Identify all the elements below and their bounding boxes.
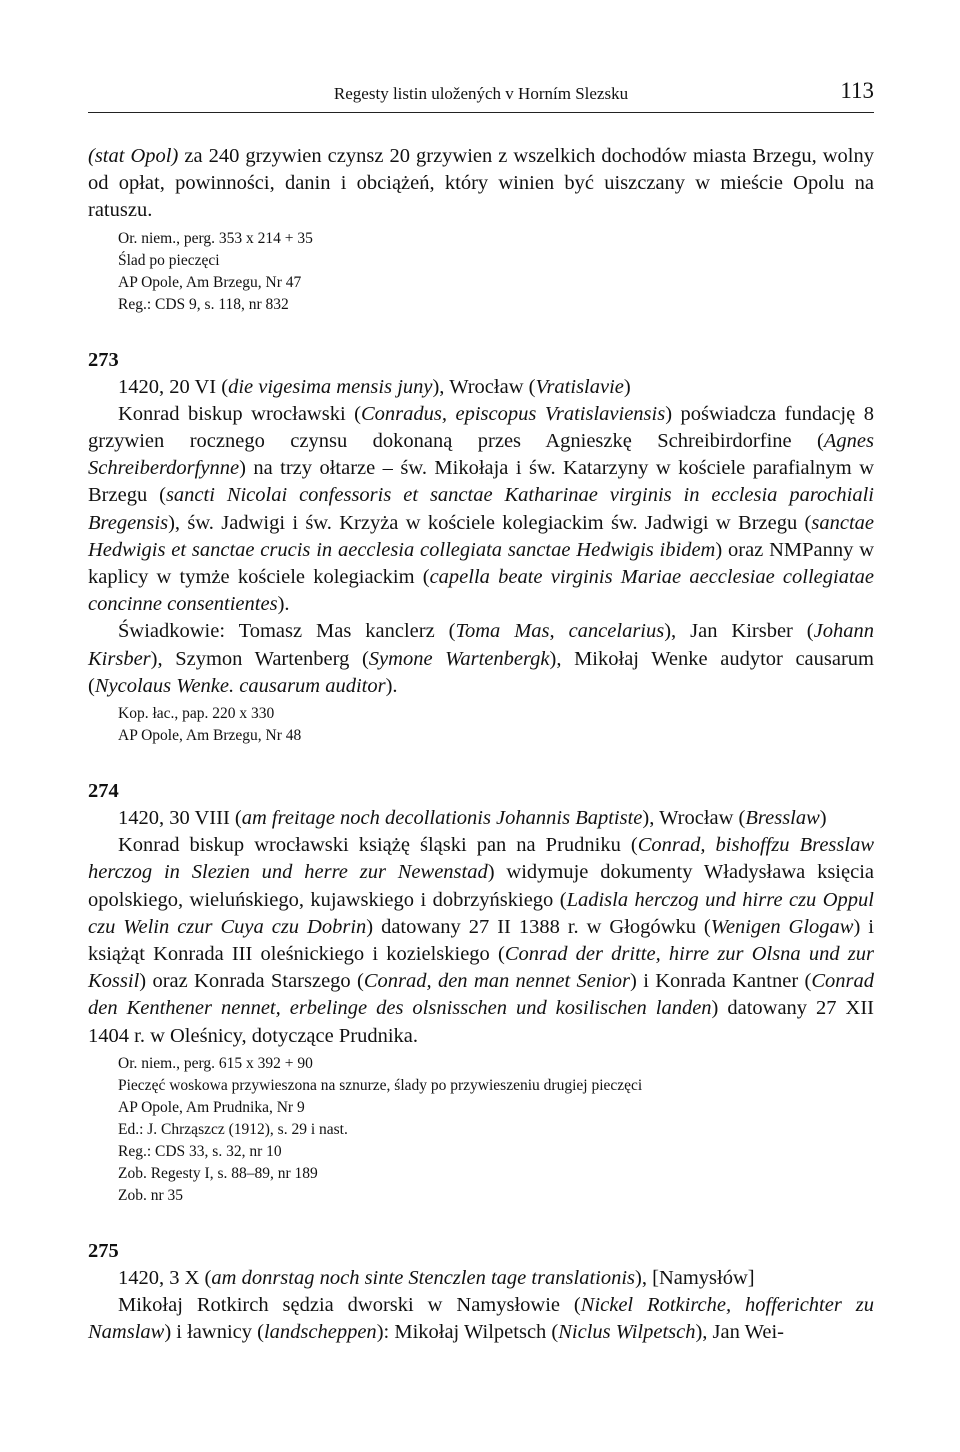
text-segment: ) widymuje dokumenty Władysława księcia opolskiego, wieluńskiego, kujawskiego i dobrzyńskiego ( — [88, 861, 874, 911]
text-segment: ), Jan Wei- — [695, 1321, 784, 1344]
page-number: 113 — [840, 78, 874, 103]
text-segment: ) datowany 27 XII 1404 r. w Oleśnicy, dotyczące Prudnika. — [88, 997, 874, 1047]
text-segment: Conradus, episcopus Vratislaviensis — [361, 402, 666, 425]
text-segment: ), [Namysłów] — [635, 1266, 755, 1289]
note-line: Pieczęć woskowa przywieszona na sznurze, ślady po przywieszeniu drugiej pieczęci — [118, 1076, 643, 1094]
note-line: Ed.: J. Chrząszcz (1912), s. 29 i nast. — [118, 1120, 348, 1138]
text-segment: Toma Mas, cancelarius — [455, 620, 665, 643]
text-segment: Mikołaj Rotkirch sędzia dworski w Namysłowie ( — [118, 1294, 581, 1317]
note-line: AP Opole, Am Prudnika, Nr 9 — [118, 1098, 305, 1116]
entry-number: 274 — [88, 780, 119, 803]
note-line: Ślad po pieczęci — [118, 251, 220, 269]
entry-date-line — [88, 1265, 874, 1292]
running-header — [88, 78, 874, 113]
entry-275 — [88, 1237, 874, 1347]
note-line: AP Opole, Am Brzegu, Nr 48 — [118, 727, 302, 745]
text-segment: ), Jan Kirsber ( — [664, 620, 814, 643]
text-segment: ) na trzy ołtarze – św. Mikołaja i św. Katarzyny w kościele parafialnym w Brzegu ( — [88, 457, 874, 507]
text-segment: ): Mikołaj Wilpetsch ( — [376, 1321, 559, 1344]
text-segment: Świadkowie: Tomasz Mas kanclerz ( — [118, 620, 456, 643]
text-segment: Conrad der dritte, hirre zur Olsna und zur Kossil — [88, 943, 875, 993]
text-segment: ). — [277, 593, 290, 616]
note-line: Zob. Regesty I, s. 88–89, nr 189 — [118, 1164, 318, 1182]
entry-paragraph — [88, 618, 874, 700]
text-segment: capella beate virginis Mariae aecclesiae collegiatae concinne consentientes — [88, 566, 874, 616]
text-segment: Conrad, bishoffzu Bresslaw herczog in Slezien und herre zur Newenstad — [88, 834, 874, 884]
entry-paragraph — [88, 401, 874, 619]
text-segment: ) poświadcza fundację 8 grzywien rocznego czynsu dokonaną przes Agnieszkę Schreibirdorfine ( — [88, 402, 874, 453]
text-segment: Nycolaus Wenke. causarum auditor — [94, 674, 386, 697]
text-segment: Agnes Schreiberdorfynne — [88, 430, 874, 480]
entry-273 — [88, 346, 874, 747]
text-segment: 1420, 20 VI ( — [118, 375, 229, 398]
entry-number: 275 — [88, 1239, 119, 1262]
text-segment: Vratislavie — [535, 375, 624, 398]
document-page — [88, 78, 874, 1346]
text-segment: ) — [623, 375, 631, 398]
text-segment: ) i Konrada Kantner ( — [630, 970, 812, 993]
note-line: Kop. łac., pap. 220 x 330 — [118, 705, 275, 723]
note-line: Zob. nr 35 — [118, 1186, 184, 1204]
note-line: Or. niem., perg. 615 x 392 + 90 — [118, 1054, 313, 1072]
text-segment: ) — [819, 807, 827, 830]
text-segment: am donrstag noch sinte Stenczlen tage translationis — [211, 1266, 636, 1289]
text-segment: Niclus Wilpetsch — [558, 1321, 696, 1344]
text-segment: sanctae Hedwigis et sanctae crucis in aecclesia collegiata sanctae Hedwigis ibidem — [88, 511, 874, 561]
entry-paragraph — [88, 832, 874, 1050]
running-title: Regesty listin uložených v Horním Slezsku — [333, 84, 629, 103]
text-segment: ), Szymon Wartenberg ( — [150, 647, 369, 670]
entries-list — [88, 346, 874, 1347]
text-segment: ). — [385, 674, 398, 697]
note-line: Reg.: CDS 33, s. 32, nr 10 — [118, 1142, 282, 1160]
text-segment: ) datowany 27 II 1388 r. w Głogówku ( — [366, 915, 711, 938]
text-segment: Conrad, den man nennet Senior — [363, 970, 631, 993]
continuation-notes — [88, 228, 874, 316]
continuation-paragraph — [88, 143, 874, 225]
text-segment: die vigesima mensis juny — [228, 375, 433, 398]
text-segment: 1420, 30 VIII ( — [118, 807, 242, 830]
text-segment: ), Wrocław ( — [432, 375, 536, 398]
text-segment: ) i książąt Konrada III oleśnickiego i kozielskiego ( — [88, 915, 874, 966]
text-segment: Bresslaw — [745, 807, 820, 830]
text-segment: (stat Opol) — [88, 145, 179, 167]
entry-notes — [88, 703, 874, 747]
entry-notes — [88, 1053, 874, 1207]
text-segment: ) oraz Konrada Starszego ( — [139, 970, 364, 993]
text-segment: Konrad biskup wrocławski ( — [118, 402, 361, 425]
text-segment: Wenigen Glogaw — [710, 915, 854, 938]
text-segment: ) i ławnicy ( — [164, 1321, 264, 1344]
entry-date-line — [88, 374, 874, 401]
text-segment: za 240 grzywien czynsz 20 grzywien z wszelkich dochodów miasta Brzegu, wolny od opłat, powinności, danin i obciążeń, który winien być uiszczany w mieście Opolu na ratuszu. — [88, 145, 875, 222]
note-line: Reg.: CDS 9, s. 118, nr 832 — [118, 295, 289, 313]
note-line: AP Opole, Am Brzegu, Nr 47 — [118, 273, 302, 291]
entry-paragraph — [88, 1292, 874, 1346]
document-body — [88, 143, 874, 1346]
text-segment: am freitage noch decollationis Johannis Baptiste — [241, 807, 643, 830]
text-segment: ) oraz NMPanny w kaplicy w tymże kościele kolegiackim ( — [88, 538, 874, 589]
text-segment: Ladisla herczog und hirre czu Oppul czu Welin czur Cuya czu Dobrin — [88, 888, 874, 938]
text-segment: landscheppen — [263, 1321, 377, 1344]
text-segment: 1420, 3 X ( — [118, 1266, 212, 1289]
text-segment: Johann Kirsber — [88, 620, 874, 670]
text-segment: sancti Nicolai confessoris et sanctae Katharinae virginis in ecclesia parochiali Bregensis — [88, 484, 874, 534]
text-segment: Conrad den Kenthener nennet, erbelinge des olsnisschen und kosilischen landen — [88, 970, 874, 1020]
entry-number: 273 — [88, 348, 119, 371]
note-line: Or. niem., perg. 353 x 214 + 35 — [118, 229, 313, 247]
text-segment: ), Mikołaj Wenke audytor causarum ( — [88, 647, 874, 697]
text-segment: ), św. Jadwigi i św. Krzyża w kościele kolegiackim św. Jadwigi w Brzegu ( — [168, 511, 812, 534]
text-segment: Konrad biskup wrocławski książę śląski pan na Prudniku ( — [118, 834, 638, 857]
entry-date-line — [88, 805, 874, 832]
text-segment: Nickel Rotkirche, hofferichter zu Namslaw — [88, 1294, 874, 1344]
text-segment: ), Wrocław ( — [642, 807, 746, 830]
entry-274 — [88, 777, 874, 1207]
text-segment: Symone Wartenbergk — [368, 647, 550, 670]
